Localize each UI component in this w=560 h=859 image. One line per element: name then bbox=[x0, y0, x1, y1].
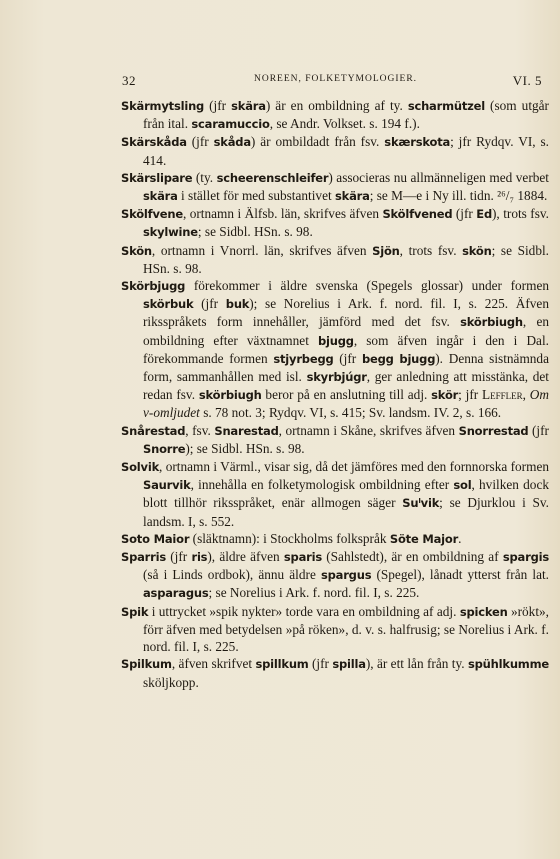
cited-word: skyrbjúgr bbox=[306, 370, 367, 385]
cited-word: scaramuccio bbox=[191, 117, 270, 132]
entry-text: , en ombildning efter växtnamnet bbox=[143, 314, 549, 348]
entry-headword: Solvik bbox=[121, 460, 160, 475]
entry-text: s. 78 not. 3; Rydqv. VI, s. 415; Sv. landsm. IV. 2, s. 166. bbox=[199, 405, 502, 421]
cited-word: bjugg bbox=[318, 333, 354, 348]
cited-word: Suˡvik bbox=[402, 496, 440, 511]
cited-word: skära bbox=[231, 99, 266, 113]
entry-text: ) associeras nu allmänneligen med verbet bbox=[328, 169, 549, 185]
entry-text: , äfven skrifvet bbox=[171, 656, 256, 672]
entry-headword: Skön bbox=[121, 243, 152, 258]
entry-headword: Spilkum bbox=[121, 657, 172, 672]
cited-word: asparagus bbox=[143, 586, 209, 601]
entry-text: ), trots fsv. bbox=[492, 206, 549, 222]
entry-headword: Skörbjugg bbox=[121, 279, 186, 294]
entry-text: ), är ett lån från ty. bbox=[365, 656, 468, 672]
entry-text: (Sahlstedt), är en ombildning af bbox=[322, 549, 503, 565]
entry-headword: Soto Maior bbox=[121, 531, 190, 546]
cited-word: sparis bbox=[283, 550, 322, 565]
entry-text: i uttrycket »spik nykter» torde vara en ombildning af adj. bbox=[148, 603, 460, 619]
cited-word: skör bbox=[431, 388, 459, 403]
entry-text: (jfr bbox=[166, 549, 192, 565]
entry-text: förekommer i äldre svenska (Spegels glossar) under formen bbox=[185, 278, 549, 294]
entry-text: ; se Sidbl. HSn. s. 98. bbox=[197, 224, 313, 240]
entry-text: , ortnamn i Värml., visar sig, då det jämföres med den fornnorska formen bbox=[159, 459, 549, 475]
cited-word: Skölfvened bbox=[382, 207, 453, 222]
cited-word: skylwine bbox=[143, 225, 198, 240]
entry-text: (ty. bbox=[192, 169, 217, 185]
cited-word: Snorre bbox=[143, 441, 186, 456]
cited-word: spargus bbox=[320, 568, 372, 583]
entry-text: (jfr bbox=[204, 98, 232, 113]
cited-word: skörbiugh bbox=[198, 388, 262, 403]
dictionary-entries bbox=[121, 97, 549, 691]
entry-text: beror på en anslutning till adj. bbox=[261, 387, 432, 403]
entry-headword: Sparris bbox=[121, 550, 167, 565]
dictionary-entry bbox=[121, 205, 549, 241]
dictionary-entry bbox=[121, 458, 549, 530]
cited-title: Om v-omljudet bbox=[143, 387, 549, 421]
entry-text: (så i Linds ordbok), ännu äldre bbox=[143, 567, 321, 583]
dictionary-entry bbox=[121, 548, 549, 603]
dictionary-entry bbox=[121, 655, 549, 690]
entry-text: , ortnamn i Vnorrl. län, skrifves äfven bbox=[151, 242, 373, 258]
entry-text: , bbox=[522, 387, 530, 403]
entry-text: (släktnamn): i Stockholms folkspråk bbox=[189, 530, 390, 546]
dictionary-entry bbox=[121, 242, 549, 277]
entry-text: ); se Sidbl. HSn. s. 98. bbox=[185, 440, 305, 456]
section-number: VI. 5 bbox=[512, 73, 542, 88]
entry-headword: Skärslipare bbox=[121, 170, 193, 185]
dictionary-entry bbox=[121, 530, 549, 548]
entry-text: ; jfr bbox=[458, 387, 482, 403]
cited-word: Sjön bbox=[372, 243, 400, 258]
cited-word: Snorrestad bbox=[458, 423, 529, 438]
cited-word: spillkum bbox=[255, 657, 309, 672]
entry-text: sköljkopp. bbox=[143, 674, 199, 690]
cited-word: spilla bbox=[332, 657, 366, 672]
entry-text: , ortnamn i Älfsb. län, skrifves äfven bbox=[182, 206, 383, 222]
running-title: NOREEN, FOLKETYMOLOGIER. bbox=[254, 74, 418, 84]
dictionary-entry bbox=[121, 603, 549, 656]
entry-text: ; se Djurklou i Sv. landsm. I, s. 552. bbox=[143, 495, 549, 529]
entry-text: , som äfven ingår i den i Dal. förekommande formen bbox=[143, 332, 549, 366]
entry-text: (Spegel), lånadt ytterst från lat. bbox=[371, 567, 549, 583]
dictionary-entry bbox=[121, 133, 549, 168]
entry-headword: Snårestad bbox=[121, 423, 186, 438]
entry-text: , trots fsv. bbox=[399, 242, 463, 258]
cited-word: scheerenschleifer bbox=[216, 170, 329, 185]
entry-text: , hvilken dock blott tillhör riksspråket, enär allmogen säger bbox=[143, 477, 549, 511]
cited-word: Ed bbox=[476, 207, 492, 222]
dictionary-entry bbox=[121, 97, 549, 133]
entry-headword: Spik bbox=[121, 604, 149, 619]
entry-headword: Skärmytsling bbox=[121, 99, 205, 113]
entry-headword: Skölfvene bbox=[121, 207, 183, 222]
entry-text: ; se Norelius i Ark. f. nord. fil. I, s. 225. bbox=[208, 585, 420, 601]
cited-word: begg bbox=[361, 351, 394, 366]
entry-text: (jfr bbox=[308, 656, 333, 672]
entry-text: ; se M—e i Ny ill. tidn. ²⁶/₇ 1884. bbox=[369, 188, 548, 204]
cited-word: bjugg bbox=[399, 351, 436, 366]
cited-word: Söte Major bbox=[389, 531, 459, 546]
entry-text: (jfr bbox=[186, 134, 214, 150]
cited-word: scharmützel bbox=[407, 99, 485, 113]
entry-text: i stället för med substantivet bbox=[177, 188, 336, 204]
entry-text: ). Denna sistnämnda form, sammanhållen med isl. bbox=[143, 350, 549, 385]
cited-word: sol bbox=[453, 478, 472, 493]
cited-word: buk bbox=[225, 297, 250, 312]
entry-text: ); se Norelius i Ark. f. nord. fil. I, s. 225. Äfven riksspråkets form innehåller, jämförd med det fsv. bbox=[143, 296, 549, 330]
dictionary-entry bbox=[121, 422, 549, 458]
entry-headword: Skärskåda bbox=[121, 135, 187, 150]
page-number: 32 bbox=[122, 73, 136, 88]
cited-word: spühlkumme bbox=[467, 657, 549, 672]
entry-text: (jfr bbox=[193, 296, 226, 312]
author-name: Leffler bbox=[481, 387, 523, 403]
entry-text: »rökt», förr äfven med betydelsen »på röken», d. v. s. halfrusig; se Norelius i Ark. f. nord. fil. I, s. 225. bbox=[143, 603, 549, 655]
entry-text: (jfr bbox=[333, 350, 362, 366]
cited-word: skön bbox=[462, 243, 492, 258]
entry-text: , fsv. bbox=[185, 422, 215, 438]
running-header bbox=[122, 73, 542, 89]
entry-text: ) är en ombildning af ty. bbox=[265, 98, 408, 113]
entry-text: . bbox=[458, 530, 462, 546]
entry-text: (jfr bbox=[528, 422, 549, 438]
cited-word: stjyrbegg bbox=[273, 351, 334, 366]
entry-text: ) är ombildadt från fsv. bbox=[250, 134, 385, 150]
entry-text: , ortnamn i Skåne, skrifves äfven bbox=[278, 422, 459, 438]
cited-word: skörbuk bbox=[143, 297, 194, 312]
cited-word: skära bbox=[143, 189, 178, 204]
cited-word: spicken bbox=[459, 604, 508, 619]
dictionary-entry bbox=[121, 169, 549, 205]
entry-text: (som utgår från ital. bbox=[143, 98, 549, 132]
cited-word: skära bbox=[335, 189, 370, 204]
entry-text: , se Andr. Volkset. s. 194 f.). bbox=[269, 116, 420, 132]
entry-text: , ger anledning att misstänka, det redan fsv. bbox=[143, 369, 549, 403]
cited-word: Saurvik bbox=[143, 478, 191, 493]
cited-word: ris bbox=[191, 550, 208, 565]
cited-word: Snarestad bbox=[214, 423, 279, 438]
cited-word: spargis bbox=[502, 550, 549, 565]
entry-text: ; jfr Rydqv. VI, s. 414. bbox=[143, 134, 549, 168]
cited-word: skåda bbox=[213, 135, 251, 150]
entry-text: ; se Sidbl. HSn. s. 98. bbox=[143, 242, 549, 276]
entry-text: , innehålla en folketymologisk ombildning efter bbox=[190, 477, 454, 493]
cited-word: skörbiugh bbox=[460, 315, 523, 330]
cited-word: skærskota bbox=[384, 135, 451, 150]
dictionary-entry bbox=[121, 277, 549, 422]
entry-text: (jfr bbox=[452, 206, 477, 222]
entry-text: ), äldre äfven bbox=[207, 549, 284, 565]
